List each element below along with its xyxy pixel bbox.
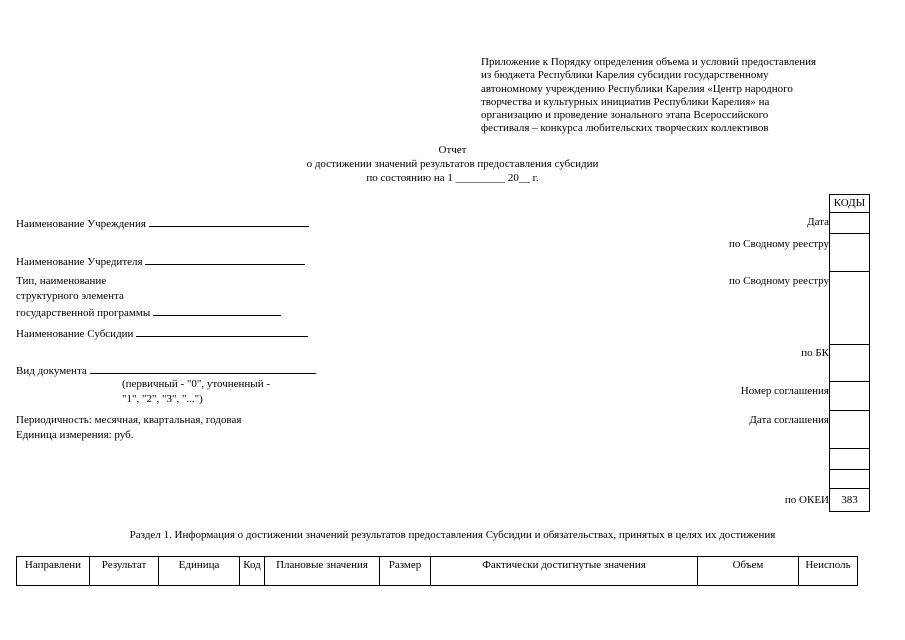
col-unused: Неисполь (799, 557, 858, 586)
doc-type-label: Вид документа (16, 365, 87, 377)
doc-type-hint-1: (первичный - "0", уточненный - (122, 378, 270, 390)
col-direction: Направлени (17, 557, 90, 586)
empty-code-cell-1[interactable] (829, 449, 870, 470)
agreement-date-label: Дата соглашения (749, 414, 829, 426)
appendix-line: из бюджета Республики Карелия субсидии государственному (481, 69, 769, 82)
founder-label: Наименование Учредителя (16, 256, 143, 268)
registry-code-label-2: по Сводному реестру (729, 275, 829, 287)
agreement-number-cell[interactable] (829, 382, 870, 411)
empty-code-cell-2[interactable] (829, 470, 870, 489)
subsidy-field (16, 326, 308, 342)
bk-code-cell[interactable] (829, 345, 870, 382)
program-blank[interactable] (153, 305, 281, 316)
program-label-2: структурного элемента (16, 290, 124, 302)
col-volume: Объем (698, 557, 799, 586)
agreement-number-label: Номер соглашения (740, 385, 829, 397)
date-code-cell[interactable] (829, 213, 870, 234)
institution-field (16, 216, 309, 232)
unit-text: Единица измерения: руб. (16, 429, 134, 441)
institution-label: Наименование Учреждения (16, 218, 146, 230)
results-table (16, 556, 858, 586)
appendix-line: автономному учреждению Республики Карелия «Центр народного (481, 82, 793, 95)
okei-code-cell[interactable]: 383 (829, 489, 870, 512)
codes-header: КОДЫ (829, 194, 870, 213)
registry-code-cell-2[interactable] (829, 272, 870, 345)
bk-code-label: по БК (801, 347, 829, 359)
appendix-line: организацию и проведение зонального этапа Всероссийского (481, 109, 769, 122)
table-header-row (17, 557, 858, 586)
registry-code-label-1: по Сводному реестру (729, 238, 829, 250)
appendix-line: фестиваля – конкурса любительских творческих коллективов (481, 122, 769, 135)
registry-code-cell-1[interactable] (829, 234, 870, 272)
institution-blank[interactable] (149, 216, 309, 227)
col-code: Код (240, 557, 265, 586)
section-title: Раздел 1. Информация о достижении значений результатов предоставления Субсидии и обязательствах, принятых в целях их достижения (129, 529, 776, 541)
program-label-3: государственной программы (16, 307, 151, 319)
doc-type-blank[interactable] (90, 363, 316, 374)
program-field (16, 305, 281, 321)
periodicity-text: Периодичность: месячная, квартальная, годовая (16, 414, 242, 426)
report-subtitle: о достижении значений результатов предоставления субсидии (306, 158, 599, 170)
appendix-note (481, 56, 869, 136)
date-code-label: Дата (807, 216, 829, 228)
col-size: Размер (380, 557, 431, 586)
doc-type-field (16, 363, 316, 379)
subsidy-blank[interactable] (136, 326, 308, 337)
okei-label: по ОКЕИ (784, 494, 829, 506)
program-label-1: Тип, наименование (16, 275, 107, 287)
appendix-line: творчества и культурных инициатив Республики Карелия» на (481, 95, 770, 108)
col-actual: Фактически достигнутые значения (431, 557, 698, 586)
col-unit: Единица (159, 557, 240, 586)
founder-blank[interactable] (145, 254, 305, 265)
report-title: Отчет (438, 144, 467, 156)
founder-field (16, 254, 305, 270)
report-date-line: по состоянию на 1 _________ 20__ г. (366, 172, 539, 184)
col-result: Результат (90, 557, 159, 586)
appendix-line: Приложение к Порядку определения объема и условий предоставления (481, 56, 817, 68)
col-planned: Плановые значения (265, 557, 380, 586)
doc-type-hint-2: "1", "2", "3", "...") (122, 393, 203, 405)
subsidy-label: Наименование Субсидии (16, 328, 134, 340)
agreement-date-cell[interactable] (829, 411, 870, 449)
